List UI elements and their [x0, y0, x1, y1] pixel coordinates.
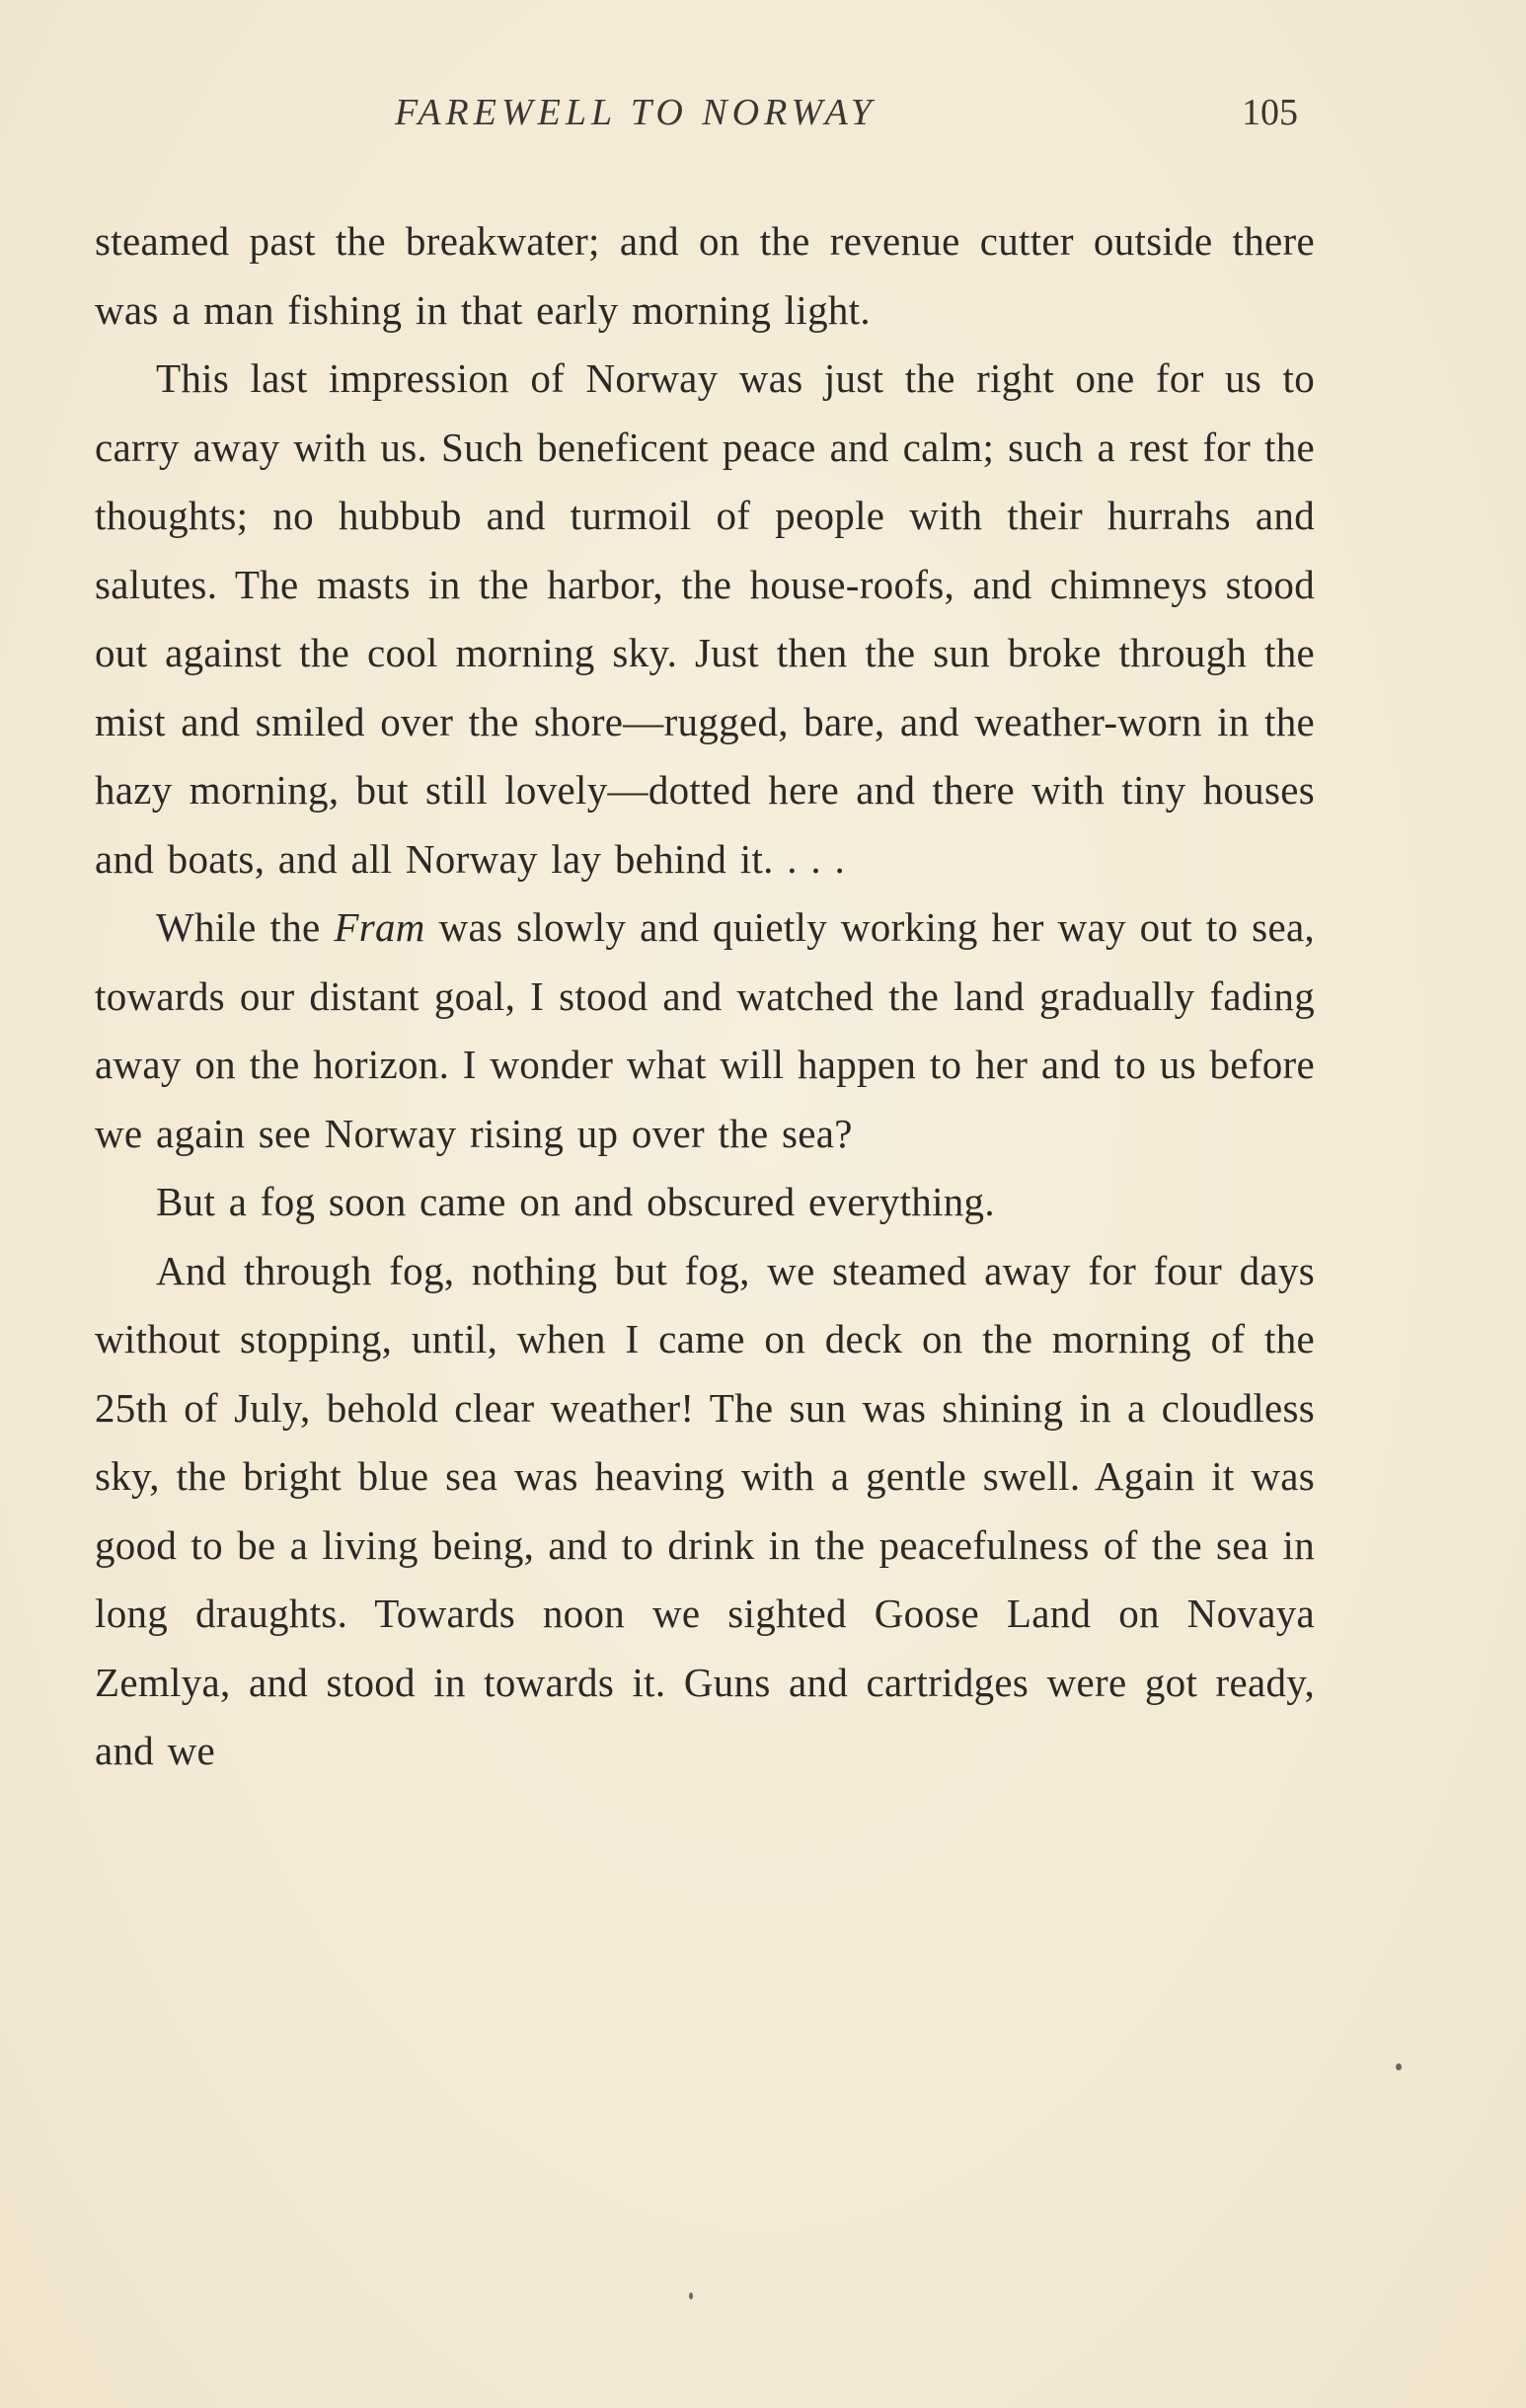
ship-name-italic: Fram [334, 904, 425, 950]
paper-speck [1396, 2063, 1402, 2070]
paragraph-text-before: While the [156, 904, 335, 950]
running-title: FAREWELL TO NORWAY [395, 92, 877, 133]
paragraph [95, 893, 1315, 1168]
page-number: 105 [1242, 92, 1298, 133]
paper-speck [689, 2292, 693, 2299]
paragraph-text-after: was slowly and quietly working her way out to sea, towards our distant goal, I stood and watched the land gradually fading away on the horizon. I wonder what will happen to her and to us before we again see Norway rising up over the sea? [95, 904, 1315, 1156]
paragraph: steamed past the breakwater; and on the revenue cutter outside there was a man fishing in that early morning light. [95, 218, 1315, 333]
body-text [95, 207, 1315, 1786]
page-header [0, 91, 1526, 150]
paragraph: This last impression of Norway was just the right one for us to carry away with us. Such beneficent peace and calm; such a rest for the thoughts; no hubbub and turmoil of people with their hurrahs and salutes. The masts in the harbor, the house-roofs, and chimneys stood out against the cool morning sky. Just then the sun broke through the mist and smiled over the shore—rugged, bare, and weather-worn in the hazy morning, but still lovely—dotted here and there with tiny houses and boats, and all Norway lay behind it. . . . [95, 355, 1315, 882]
paragraph: But a fog soon came on and obscured everything. [156, 1179, 995, 1224]
paragraph: And through fog, nothing but fog, we steamed away for four days without stopping, until, when I came on deck on the morning of the 25th of July, behold clear weather! The sun was shining in a cloudless sky, the bright blue sea was heaving with a gentle swell. Again it was good to be a living being, and to drink in the peacefulness of the sea in long draughts. Towards noon we sighted Goose Land on Novaya Zemlya, and stood in towards it. Guns and cartridges were got ready, and we [95, 1247, 1315, 1773]
